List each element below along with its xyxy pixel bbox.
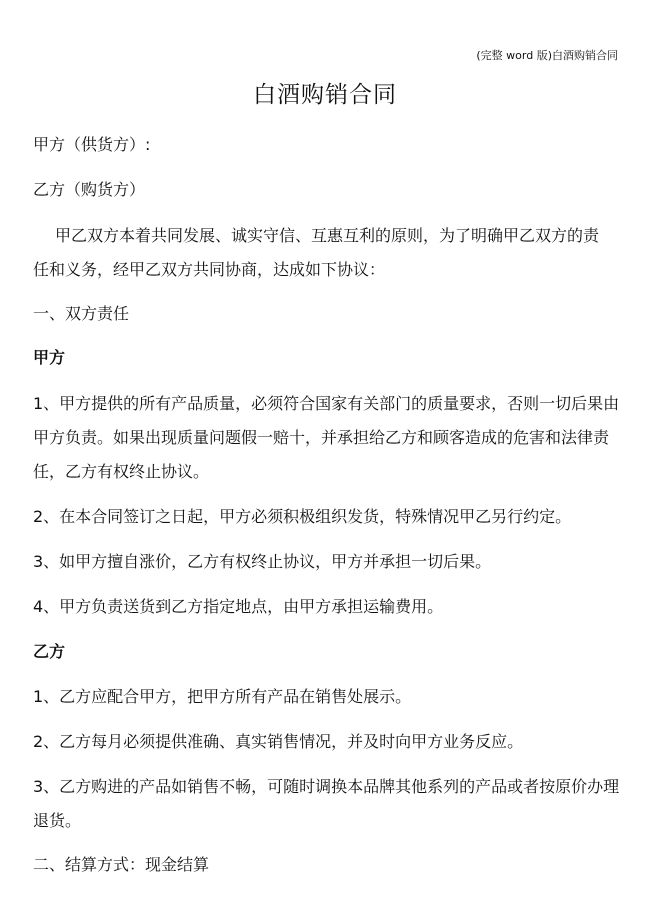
party-a-item-1-line-3: 任，乙方有权终止协议。: [33, 462, 210, 481]
party-a-item-1-line-1: 1、甲方提供的所有产品质量，必须符合国家有关部门的质量要求，否则一切后果由: [33, 394, 620, 413]
party-a-item-2: 2、在本合同签订之日起，甲方必须积极组织发货，特殊情况甲乙另行约定。: [33, 507, 572, 526]
intro-line-2: 任和义务，经甲乙双方共同协商，达成如下协议：: [33, 260, 386, 279]
intro-line-1: 甲乙双方本着共同发展、诚实守信、互惠互利的原则，为了明确甲乙双方的责: [55, 226, 600, 245]
party-b-line: 乙方（购货方）: [33, 180, 146, 199]
party-b-heading: 乙方: [33, 642, 66, 661]
party-a-item-1-line-2: 甲方负责。如果出现质量问题假一赔十，并承担给乙方和顾客造成的危害和法律责: [33, 428, 610, 447]
section-1-heading: 一、双方责任: [33, 304, 130, 323]
party-b-item-3-line-1: 3、乙方购进的产品如销售不畅，可随时调换本品牌其他系列的产品或者按原价办理: [33, 777, 620, 796]
party-a-line: 甲方（供货方）:: [33, 135, 151, 154]
party-a-item-4: 4、甲方负责送货到乙方指定地点，由甲方承担运输费用。: [33, 597, 444, 616]
party-a-item-3: 3、如甲方擅自涨价，乙方有权终止协议，甲方并承担一切后果。: [33, 552, 492, 571]
party-a-heading: 甲方: [33, 348, 66, 367]
section-2-heading: 二、结算方式：现金结算: [33, 855, 210, 874]
party-b-item-3-line-2: 退货。: [33, 811, 82, 830]
header-note: (完整 word 版)白酒购销合同: [476, 49, 618, 62]
party-b-item-2: 2、乙方每月必须提供准确、真实销售情况，并及时向甲方业务反应。: [33, 732, 524, 751]
party-b-item-1: 1、乙方应配合甲方，把甲方所有产品在销售处展示。: [33, 687, 412, 706]
document-title: 白酒购销合同: [253, 82, 397, 108]
